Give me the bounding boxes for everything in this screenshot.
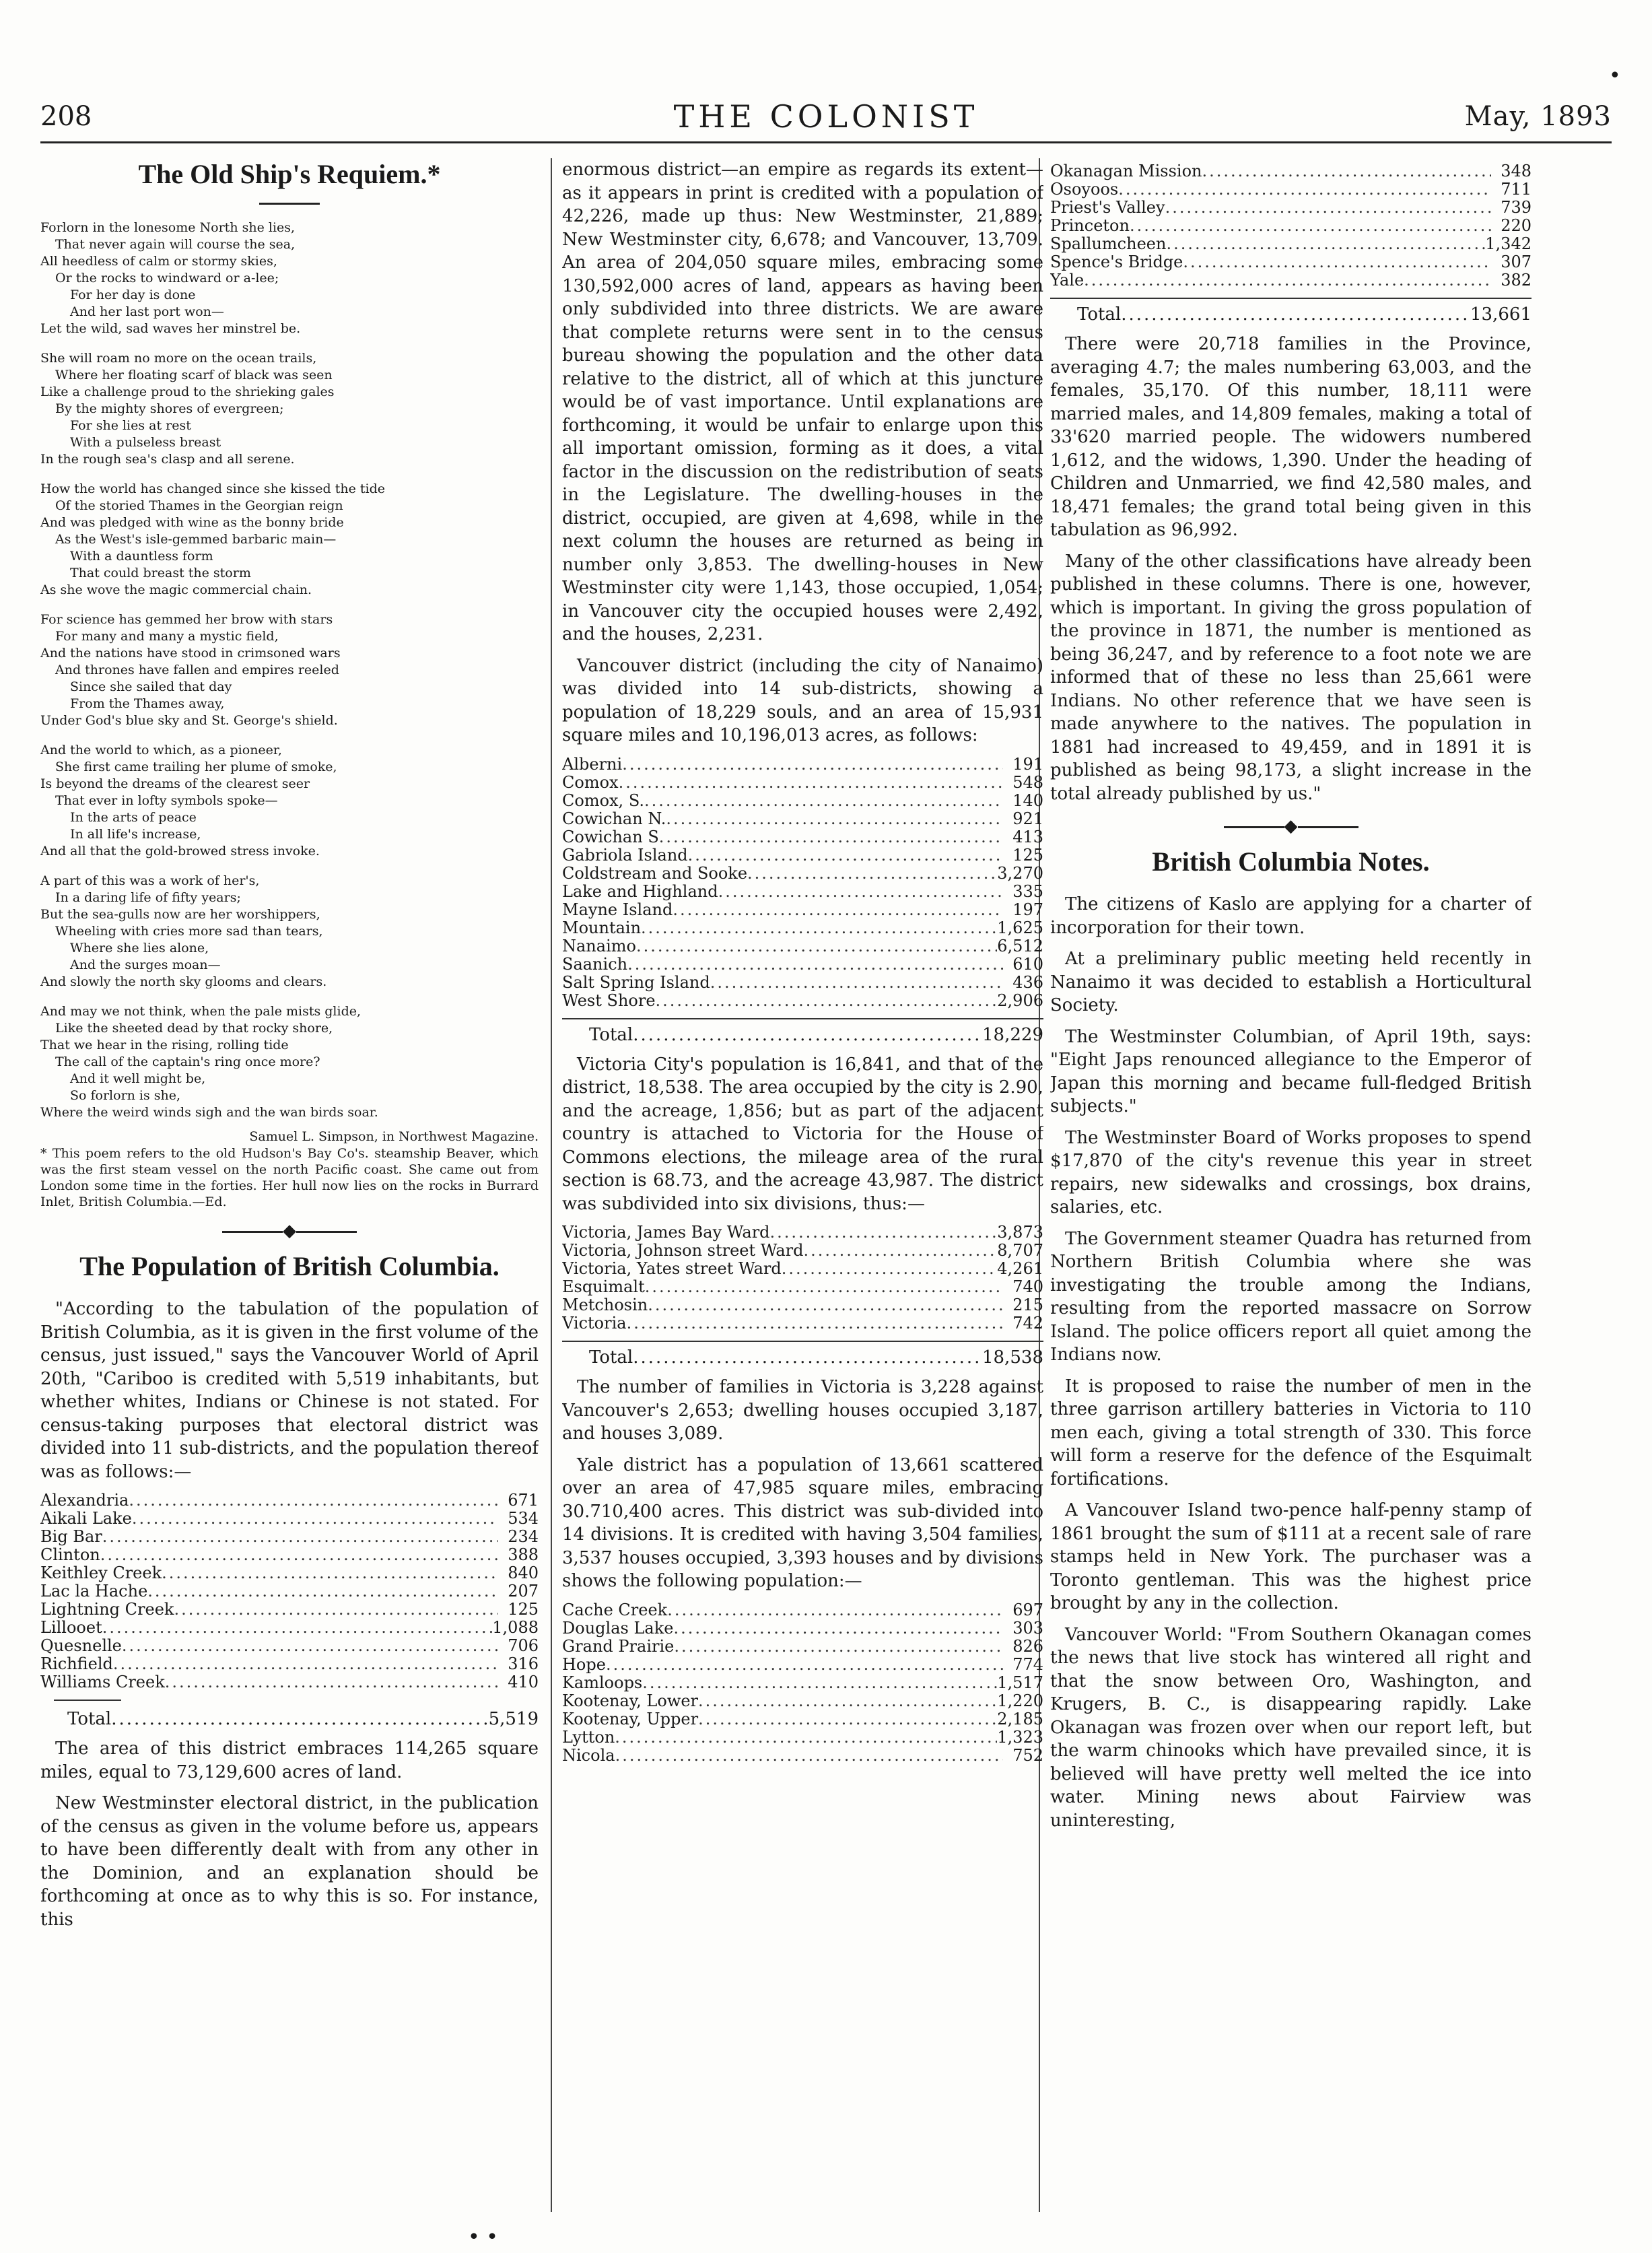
note-paragraph: A Vancouver Island two-pence half-penny stamp of 1861 brought the sum of $111 at a recent sale of rare stamps held in New York. The purchaser was a Toronto gentleman. This was the highest price brought by any in the collection. bbox=[1050, 1500, 1531, 1613]
total-rule bbox=[54, 1700, 121, 1701]
population-value: 413 bbox=[1012, 827, 1043, 846]
table-row bbox=[1050, 162, 1531, 180]
poem-line: And the world to which, as a pioneer, bbox=[40, 743, 282, 758]
table-row bbox=[562, 865, 1043, 883]
table-row bbox=[40, 1546, 539, 1564]
cariboo-table bbox=[40, 1491, 539, 1691]
table-row bbox=[562, 1260, 1043, 1278]
place-name: Kamloops bbox=[562, 1673, 643, 1692]
issue-date: May, 1893 bbox=[1464, 101, 1612, 132]
table-row bbox=[562, 974, 1043, 992]
place-name: Nicola bbox=[562, 1745, 615, 1765]
poem-line: Since she sailed that day bbox=[70, 679, 232, 694]
print-speck: • bbox=[1609, 64, 1621, 88]
place-name: Comox, S. bbox=[562, 791, 645, 810]
place-name: Spallumcheen bbox=[1050, 234, 1167, 253]
poem-body bbox=[40, 220, 539, 1121]
table-row bbox=[562, 992, 1043, 1010]
table-row bbox=[562, 792, 1043, 810]
victoria-total: Total ..... 18,538 bbox=[562, 1346, 1043, 1369]
place-name: Aikali Lake bbox=[40, 1509, 132, 1528]
total-rule bbox=[1050, 298, 1531, 299]
poem-line: Like a challenge proud to the shrieking gales bbox=[40, 384, 335, 399]
population-value: 840 bbox=[508, 1563, 539, 1582]
table-row bbox=[1050, 217, 1531, 235]
poem-line: And it well might be, bbox=[70, 1071, 206, 1086]
table-row bbox=[562, 755, 1043, 774]
population-value: 6,512 bbox=[997, 936, 1043, 955]
column-1 bbox=[40, 158, 539, 2212]
place-name: Okanagan Mission bbox=[1050, 162, 1202, 180]
table-row bbox=[40, 1619, 539, 1637]
column-3 bbox=[1050, 158, 1531, 2212]
population-value: 671 bbox=[508, 1491, 539, 1510]
poem-line: With a pulseless breast bbox=[70, 435, 221, 450]
article-paragraph: Many of the other classifications have already been published in these columns. There is one, however, which is important. In giving the gross population of the province in 1871, the number is mentioned as being 36,247, and by reference to a foot note we are informed that of these no less than 25,661 were Indians. No other reference that we have seen is made anywhere to the natives. The population in 1881 had increased to 49,459, and in 1891 it is published as being 98,173, a slight increase in the total already published by us." bbox=[1050, 551, 1531, 804]
article-paragraph: "According to the tabulation of the population of British Columbia, as it is given in the first volume of the census, just issued," says the Vancouver World of April 20th, "Cariboo is credited with 5,519 inhabitants, but whether whites, Indians or Chinese is not stated. For census-taking purposes that electoral district was divided into 11 sub-districts, and the population thereof was as follows:— bbox=[40, 1299, 539, 1482]
population-value: 215 bbox=[1012, 1296, 1043, 1314]
table-row bbox=[562, 1656, 1043, 1674]
table-row bbox=[1050, 253, 1531, 271]
poem-line: So forlorn is she, bbox=[70, 1088, 181, 1103]
note-paragraph: It is proposed to raise the number of men in the three garrison artillery batteries in Victoria to 110 men each, giving a total strength of 330. This force will form a reserve for the defence of the Esquimalt fortifications. bbox=[1050, 1376, 1531, 1489]
poem-line: With a dauntless form bbox=[70, 549, 213, 564]
place-name: Salt Spring Island bbox=[562, 972, 710, 992]
place-name: Princeton bbox=[1050, 216, 1130, 235]
article-paragraph: Yale district has a population of 13,661 scattered over an area of 47,985 square miles, embracing 30.710,400 acres. This district was sub-divided into 14 divisions. It is credited with having 3,504 families, 3,537 houses occupied, 3,393 houses and by divisions shows the following population:— bbox=[562, 1454, 1043, 1591]
place-name: Lightning Creek bbox=[40, 1600, 174, 1619]
population-article-title: The Population of British Columbia. bbox=[79, 1251, 500, 1281]
population-value: 1,220 bbox=[997, 1691, 1043, 1710]
population-value: 388 bbox=[508, 1545, 539, 1564]
table-row bbox=[562, 955, 1043, 974]
place-name: Coldstream and Sooke bbox=[562, 863, 748, 883]
population-value: 382 bbox=[1501, 271, 1531, 290]
table-row bbox=[562, 810, 1043, 828]
place-name: Keithley Creek bbox=[40, 1563, 162, 1582]
poem-line: Of the storied Thames in the Georgian reign bbox=[55, 498, 343, 513]
place-name: Metchosin bbox=[562, 1296, 648, 1314]
table-row bbox=[562, 1747, 1043, 1765]
population-value: 706 bbox=[508, 1636, 539, 1655]
table-row bbox=[562, 1619, 1043, 1638]
place-name: Lac la Hache bbox=[40, 1582, 148, 1601]
poem-line: Wheeling with cries more sad than tears, bbox=[55, 924, 323, 939]
poem-line: She will roam no more on the ocean trails, bbox=[40, 351, 317, 366]
place-name: Gabriola Island bbox=[562, 845, 688, 865]
poem-line: And slowly the north sky glooms and clears. bbox=[40, 974, 327, 989]
poem-line: For she lies at rest bbox=[70, 418, 191, 433]
article-paragraph: Vancouver district (including the city of Nanaimo) was divided into 14 sub-districts, showing a population of 18,229 souls, and an area of 15,931 square miles and 10,196,013 acres, as follows: bbox=[562, 655, 1043, 745]
place-name: Victoria, Johnson street Ward bbox=[562, 1241, 804, 1260]
table-row bbox=[562, 1242, 1043, 1260]
population-value: 234 bbox=[508, 1527, 539, 1546]
poem-footnote: * This poem refers to the old Hudson's Bay Co's. steamship Beaver, which was the first steam vessel on the north Pacific coast. She came out from London some time in the forties. Her hull now lies on the rocks in Burrard Inlet, British Columbia.—Ed. bbox=[40, 1146, 539, 1209]
table-row bbox=[562, 1638, 1043, 1656]
population-value: 125 bbox=[508, 1600, 539, 1619]
place-name: Kootenay, Lower bbox=[562, 1691, 699, 1710]
place-name: Lillooet bbox=[40, 1618, 102, 1637]
poem-line: As she wove the magic commercial chain. bbox=[40, 582, 312, 597]
total-rule bbox=[562, 1341, 1043, 1342]
population-value: 711 bbox=[1501, 180, 1531, 199]
table-row bbox=[562, 1674, 1043, 1692]
population-value: 697 bbox=[1012, 1600, 1043, 1619]
table-row bbox=[562, 1728, 1043, 1747]
population-value: 921 bbox=[1012, 809, 1043, 828]
table-row bbox=[1050, 199, 1531, 217]
population-value: 752 bbox=[1012, 1745, 1043, 1765]
population-value: 2,906 bbox=[997, 990, 1043, 1010]
population-value: 534 bbox=[508, 1509, 539, 1528]
place-name: Comox bbox=[562, 772, 619, 792]
article-paragraph: There were 20,718 families in the Province, averaging 4.7; the males numbering 63,003, and the females, 35,170. Of this number, 18,111 were married males, and 14,809 females, making a total of 33'620 married people. The widowers numbered 1,612, and the widows, 1,390. Under the heading of Children and Unmarried, we find 42,580 males, and 18,471 females; the grand total being given in this tabulation as 96,992. bbox=[1050, 334, 1531, 540]
place-name: Williams Creek bbox=[40, 1673, 165, 1691]
poem-line: That could breast the storm bbox=[70, 566, 251, 580]
place-name: Lake and Highland bbox=[562, 881, 718, 901]
poem-line: Is beyond the dreams of the clearest seer bbox=[40, 776, 310, 791]
poem-line: And all that the gold-browed stress invoke. bbox=[40, 844, 320, 859]
population-value: 8,707 bbox=[997, 1241, 1043, 1260]
place-name: Quesnelle bbox=[40, 1636, 122, 1655]
table-row bbox=[40, 1510, 539, 1528]
table-row bbox=[1050, 235, 1531, 253]
population-value: 207 bbox=[508, 1582, 539, 1601]
poem-stanza bbox=[40, 220, 539, 337]
poem-line: Or the rocks to windward or a-lee; bbox=[55, 271, 279, 285]
place-name: Victoria, James Bay Ward bbox=[562, 1223, 770, 1242]
population-value: 1,517 bbox=[997, 1673, 1043, 1692]
victoria-table bbox=[562, 1223, 1043, 1333]
table-row bbox=[562, 901, 1043, 919]
table-row bbox=[1050, 180, 1531, 199]
table-row bbox=[40, 1528, 539, 1546]
poem-line: For her day is done bbox=[70, 288, 196, 302]
table-row bbox=[40, 1601, 539, 1619]
place-name: Cowichan N. bbox=[562, 809, 666, 828]
poem-title: The Old Ship's Requiem.* bbox=[138, 159, 441, 189]
place-name: Esquimalt bbox=[562, 1277, 645, 1296]
poem-line: Like the sheeted dead by that rocky shore, bbox=[55, 1021, 333, 1036]
cariboo-total: Total ..... 5,519 bbox=[40, 1708, 539, 1730]
population-value: 1,342 bbox=[1485, 234, 1531, 253]
notes-title: British Columbia Notes. bbox=[1152, 846, 1430, 877]
table-row bbox=[562, 774, 1043, 792]
population-value: 220 bbox=[1501, 216, 1531, 235]
poem-line: By the mighty shores of evergreen; bbox=[55, 401, 284, 416]
poem-stanza bbox=[40, 611, 539, 729]
poem-line: She first came trailing her plume of smoke, bbox=[55, 760, 337, 774]
place-name: Douglas Lake bbox=[562, 1618, 674, 1638]
column-divider bbox=[551, 158, 552, 2212]
poem-line: For many and many a mystic field, bbox=[55, 629, 279, 644]
poem-line: How the world has changed since she kissed the tide bbox=[40, 481, 386, 496]
place-name: West Shore bbox=[562, 990, 656, 1010]
poem-line: Where her floating scarf of black was seen bbox=[55, 368, 333, 382]
note-paragraph: Vancouver World: "From Southern Okanagan comes the news that live stock has wintered all right and that the snow between Oro, Washington, and Krugers, B. C., is disappearing rapidly. Lake Okanagan was frozen over when our report left, but the warm chinooks which have prevailed since, it is believed will have pretty well melted the ice into water. Mining news about Fairview was uninteresting, bbox=[1050, 1624, 1531, 1831]
poem-line: A part of this was a work of her's, bbox=[40, 873, 260, 888]
page-header bbox=[40, 98, 1612, 143]
population-value: 1,323 bbox=[997, 1727, 1043, 1747]
place-name: Big Bar bbox=[40, 1527, 102, 1546]
poem-line: Let the wild, sad waves her minstrel be. bbox=[40, 321, 301, 336]
column-2 bbox=[562, 158, 1043, 2212]
place-name: Clinton bbox=[40, 1545, 100, 1564]
population-value: 316 bbox=[508, 1654, 539, 1673]
place-name: Grand Prairie bbox=[562, 1636, 675, 1656]
population-value: 197 bbox=[1012, 900, 1043, 919]
population-value: 436 bbox=[1012, 972, 1043, 992]
population-value: 303 bbox=[1012, 1618, 1043, 1638]
note-paragraph: The Government steamer Quadra has returned from Northern British Columbia where she was investigating the trouble among the Indians, resulting from the reported massacre on Sorrow Island. The police officers report all quiet among the Indians now. bbox=[1050, 1228, 1531, 1365]
poem-line: Where she lies alone, bbox=[70, 941, 209, 955]
population-value: 410 bbox=[508, 1673, 539, 1691]
table-row bbox=[562, 846, 1043, 865]
place-name: Victoria bbox=[562, 1314, 627, 1333]
poem-line: But the sea-gulls now are her worshippers, bbox=[40, 907, 320, 922]
table-row bbox=[562, 828, 1043, 846]
place-name: Hope bbox=[562, 1654, 606, 1674]
article-paragraph: enormous district—an empire as regards its extent—as it appears in print is credited with a population of 42,226, made up thus: New Westminster, 21,889; New Westminster city, 6,678; and Vancouver, 13,709. An area of 204,050 square miles, embracing some 130,592,000 acres of land, appears as having been only subdivided into three districts. We are aware that complete returns were sent in to the census bureau showing the population and the other data relative to the district, all of which at this juncture would be of vast importance. Until explanations are forthcoming, it would be unfair to enlarge upon this all important omission, forming as it does, a vital factor in the discussion on the redistribution of seats in the Legislature. The dwelling-houses in the district, occupied, are given at 4,698, while in the next column the houses are returned as being in number only 3,853. The dwelling-houses in New Westminster city were 1,143, those occupied, 1,054; in Vancouver city the occupied houses were 2,492, and the houses, 2,231. bbox=[562, 160, 1043, 644]
table-row bbox=[40, 1582, 539, 1601]
note-paragraph: The Westminster Columbian, of April 19th, says: "Eight Japs renounced allegiance to the Emperor of Japan this morning and became full-fledged British subjects." bbox=[1050, 1026, 1531, 1116]
table-row bbox=[40, 1564, 539, 1582]
place-name: Kootenay, Upper bbox=[562, 1709, 699, 1728]
yale-table bbox=[562, 1601, 1043, 1765]
poem-line: That ever in lofty symbols spoke— bbox=[55, 793, 278, 808]
population-value: 739 bbox=[1501, 198, 1531, 217]
population-value: 4,261 bbox=[997, 1259, 1043, 1278]
article-paragraph: Victoria City's population is 16,841, and that of the district, 18,538. The area occupied by the city is 2.90, and the acreage, 1,856; but as part of the adjacent country is attached to Victoria for the House of Commons elections, the mileage area of the rural section is 68.73, and the acreage 43,987. The district was subdivided into six divisions, thus:— bbox=[562, 1054, 1043, 1214]
population-value: 610 bbox=[1012, 954, 1043, 974]
poem-line: And may we not think, when the pale mists glide, bbox=[40, 1004, 362, 1019]
population-value: 548 bbox=[1012, 772, 1043, 792]
table-row bbox=[40, 1655, 539, 1673]
table-row bbox=[40, 1491, 539, 1510]
poem-line: Where the weird winds sigh and the wan birds soar. bbox=[40, 1105, 378, 1120]
population-value: 125 bbox=[1012, 845, 1043, 865]
place-name: Osoyoos bbox=[1050, 180, 1119, 199]
table-row bbox=[40, 1637, 539, 1655]
population-value: 740 bbox=[1012, 1277, 1043, 1296]
table-row bbox=[562, 1601, 1043, 1619]
population-value: 335 bbox=[1012, 881, 1043, 901]
place-name: Victoria, Yates street Ward bbox=[562, 1259, 782, 1278]
table-row bbox=[562, 1314, 1043, 1333]
table-row bbox=[562, 937, 1043, 955]
poem-line: All heedless of calm or stormy skies, bbox=[40, 254, 277, 269]
table-row bbox=[562, 1710, 1043, 1728]
table-row bbox=[562, 1296, 1043, 1314]
poem-stanza bbox=[40, 481, 539, 599]
population-value: 742 bbox=[1012, 1314, 1043, 1333]
poem-stanza bbox=[40, 1003, 539, 1121]
article-paragraph: The area of this district embraces 114,265 square miles, equal to 73,129,600 acres of land. bbox=[40, 1739, 539, 1782]
table-row bbox=[562, 1278, 1043, 1296]
page-number: 208 bbox=[40, 101, 92, 132]
population-value: 307 bbox=[1501, 253, 1531, 271]
vancouver-table bbox=[562, 755, 1043, 1010]
poem-line: In all life's increase, bbox=[70, 827, 201, 842]
note-paragraph: The Westminster Board of Works proposes to spend $17,870 of the city's revenue this year in street repairs, new sidewalks and crossings, box drains, salaries, etc. bbox=[1050, 1127, 1531, 1217]
poem-line: And the nations have stood in crimsoned wars bbox=[40, 646, 341, 661]
place-name: Lytton bbox=[562, 1727, 615, 1747]
place-name: Priest's Valley bbox=[1050, 198, 1165, 217]
place-name: Cowichan S bbox=[562, 827, 659, 846]
total-rule bbox=[562, 1018, 1043, 1019]
yale-total: Total ..... 13,661 bbox=[1050, 303, 1531, 326]
note-paragraph: The citizens of Kaslo are applying for a charter of incorporation for their town. bbox=[1050, 894, 1531, 938]
section-ornament: ◆ bbox=[40, 1221, 539, 1241]
vancouver-total: Total ..... 18,229 bbox=[562, 1023, 1043, 1046]
note-paragraph: At a preliminary public meeting held recently in Nanaimo it was decided to establish a Horticultural Society. bbox=[1050, 949, 1531, 1015]
yale-table-continued bbox=[1050, 162, 1531, 290]
population-value: 3,270 bbox=[997, 863, 1043, 883]
poem-line: From the Thames away, bbox=[70, 696, 225, 711]
population-value: 3,873 bbox=[997, 1223, 1043, 1242]
poem-line: As the West's isle-gemmed barbaric main— bbox=[55, 532, 337, 547]
place-name: Mayne Island bbox=[562, 900, 673, 919]
poem-stanza bbox=[40, 742, 539, 860]
table-row bbox=[562, 883, 1043, 901]
poem-line: And her last port won— bbox=[70, 304, 224, 319]
table-row bbox=[562, 919, 1043, 937]
place-name: Nanaimo bbox=[562, 936, 636, 955]
poem-line: That we hear in the rising, rolling tide bbox=[40, 1038, 289, 1052]
place-name: Yale bbox=[1050, 271, 1085, 290]
population-value: 826 bbox=[1012, 1636, 1043, 1656]
place-name: Mountain bbox=[562, 918, 642, 937]
poem-stanza bbox=[40, 350, 539, 468]
article-paragraph: New Westminster electoral district, in the publication of the census as given in the volume before us, appears to have been differently dealt with from any other in the Dominion, and an explanation should be forthcoming at once as to why this is so. For instance, this bbox=[40, 1793, 539, 1930]
notes-body bbox=[1050, 893, 1531, 1832]
population-value: 2,185 bbox=[997, 1709, 1043, 1728]
place-name: Alberni bbox=[562, 754, 623, 774]
title-rule bbox=[259, 203, 320, 205]
place-name: Saanich bbox=[562, 954, 628, 974]
population-value: 348 bbox=[1501, 162, 1531, 180]
poem-line: Forlorn in the lonesome North she lies, bbox=[40, 220, 296, 235]
poem-signature: Samuel L. Simpson, in Northwest Magazine. bbox=[249, 1129, 539, 1144]
poem-line: In the arts of peace bbox=[70, 810, 197, 825]
population-value: 191 bbox=[1012, 754, 1043, 774]
poem-line: And the surges moan— bbox=[70, 957, 221, 972]
poem-line: And was pledged with wine as the bonny bride bbox=[40, 515, 344, 530]
section-ornament: ◆ bbox=[1050, 816, 1531, 836]
table-row bbox=[562, 1223, 1043, 1242]
table-row bbox=[1050, 271, 1531, 290]
article-paragraph: The number of families in Victoria is 3,228 against Vancouver's 2,653; dwelling houses occupied 3,187, and houses 3,089. bbox=[562, 1377, 1043, 1444]
place-name: Alexandria bbox=[40, 1491, 129, 1510]
poem-line: Under God's blue sky and St. George's shield. bbox=[40, 713, 338, 728]
table-row bbox=[40, 1673, 539, 1691]
poem-line: And thrones have fallen and empires reeled bbox=[55, 663, 339, 677]
poem-stanza bbox=[40, 873, 539, 990]
table-row bbox=[562, 1692, 1043, 1710]
population-value: 1,088 bbox=[492, 1618, 539, 1637]
population-value: 774 bbox=[1012, 1654, 1043, 1674]
poem-line: For science has gemmed her brow with stars bbox=[40, 612, 333, 627]
place-name: Cache Creek bbox=[562, 1600, 668, 1619]
poem-line: In the rough sea's clasp and all serene. bbox=[40, 452, 295, 467]
poem-line: That never again will course the sea, bbox=[55, 237, 296, 252]
population-value: 140 bbox=[1012, 791, 1043, 810]
population-value: 1,625 bbox=[997, 918, 1043, 937]
place-name: Richfield bbox=[40, 1654, 113, 1673]
poem-line: In a daring life of fifty years; bbox=[55, 890, 241, 905]
newspaper-title: THE COLONIST bbox=[673, 98, 979, 135]
place-name: Spence's Bridge bbox=[1050, 253, 1183, 271]
print-speck: • • bbox=[468, 2225, 498, 2249]
poem-line: The call of the captain's ring once more? bbox=[55, 1054, 320, 1069]
